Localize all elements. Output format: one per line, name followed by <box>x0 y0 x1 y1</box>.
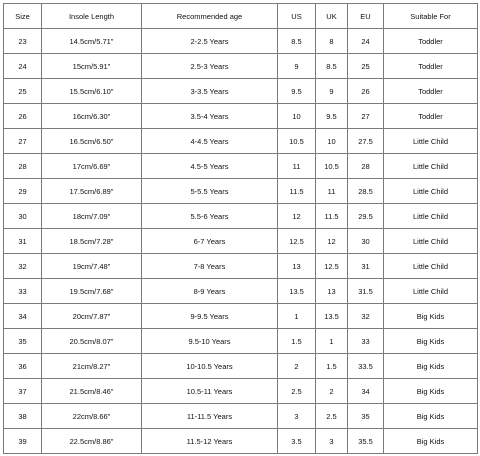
cell-uk: 10 <box>316 129 348 154</box>
cell-insole-length: 18.5cm/7.28" <box>42 229 142 254</box>
cell-recommended-age: 9.5-10 Years <box>142 329 278 354</box>
cell-suitable-for: Big Kids <box>384 429 478 454</box>
cell-eu: 24 <box>348 29 384 54</box>
cell-recommended-age: 4.5-5 Years <box>142 154 278 179</box>
cell-uk: 11.5 <box>316 204 348 229</box>
size-chart-table <box>3 3 478 454</box>
cell-suitable-for: Big Kids <box>384 304 478 329</box>
cell-eu: 33 <box>348 329 384 354</box>
cell-eu: 34 <box>348 379 384 404</box>
cell-uk: 12 <box>316 229 348 254</box>
table-row <box>4 79 478 104</box>
header-suitable-for: Suitable For <box>384 4 478 29</box>
cell-size: 30 <box>4 204 42 229</box>
cell-us: 3 <box>278 404 316 429</box>
cell-size: 35 <box>4 329 42 354</box>
table-row <box>4 254 478 279</box>
cell-suitable-for: Toddler <box>384 29 478 54</box>
cell-insole-length: 19cm/7.48" <box>42 254 142 279</box>
table-body <box>4 29 478 454</box>
cell-recommended-age: 4-4.5 Years <box>142 129 278 154</box>
cell-size: 27 <box>4 129 42 154</box>
cell-us: 1 <box>278 304 316 329</box>
cell-insole-length: 15.5cm/6.10" <box>42 79 142 104</box>
cell-suitable-for: Big Kids <box>384 329 478 354</box>
cell-eu: 28.5 <box>348 179 384 204</box>
cell-size: 29 <box>4 179 42 204</box>
cell-uk: 9 <box>316 79 348 104</box>
table-row <box>4 229 478 254</box>
cell-size: 28 <box>4 154 42 179</box>
table-row <box>4 179 478 204</box>
header-uk: UK <box>316 4 348 29</box>
cell-uk: 2 <box>316 379 348 404</box>
cell-us: 13.5 <box>278 279 316 304</box>
cell-uk: 2.5 <box>316 404 348 429</box>
cell-insole-length: 17cm/6.69" <box>42 154 142 179</box>
cell-us: 8.5 <box>278 29 316 54</box>
cell-insole-length: 16cm/6.30" <box>42 104 142 129</box>
cell-insole-length: 15cm/5.91" <box>42 54 142 79</box>
cell-size: 36 <box>4 354 42 379</box>
cell-suitable-for: Little Child <box>384 179 478 204</box>
cell-uk: 1.5 <box>316 354 348 379</box>
cell-insole-length: 17.5cm/6.89" <box>42 179 142 204</box>
cell-eu: 27 <box>348 104 384 129</box>
table-row <box>4 154 478 179</box>
cell-suitable-for: Little Child <box>384 204 478 229</box>
cell-us: 9 <box>278 54 316 79</box>
cell-uk: 1 <box>316 329 348 354</box>
cell-size: 31 <box>4 229 42 254</box>
cell-eu: 33.5 <box>348 354 384 379</box>
cell-recommended-age: 3-3.5 Years <box>142 79 278 104</box>
cell-eu: 31 <box>348 254 384 279</box>
cell-us: 1.5 <box>278 329 316 354</box>
cell-insole-length: 22cm/8.66" <box>42 404 142 429</box>
cell-eu: 30 <box>348 229 384 254</box>
cell-insole-length: 22.5cm/8.86" <box>42 429 142 454</box>
cell-insole-length: 20cm/7.87" <box>42 304 142 329</box>
cell-insole-length: 20.5cm/8.07" <box>42 329 142 354</box>
header-us: US <box>278 4 316 29</box>
header-row <box>4 4 478 29</box>
cell-suitable-for: Little Child <box>384 154 478 179</box>
cell-suitable-for: Little Child <box>384 254 478 279</box>
cell-us: 12 <box>278 204 316 229</box>
table-row <box>4 279 478 304</box>
cell-size: 38 <box>4 404 42 429</box>
header-insole-length: Insole Length <box>42 4 142 29</box>
cell-insole-length: 16.5cm/6.50" <box>42 129 142 154</box>
cell-us: 13 <box>278 254 316 279</box>
table-row <box>4 379 478 404</box>
table-row <box>4 104 478 129</box>
cell-recommended-age: 11-11.5 Years <box>142 404 278 429</box>
cell-uk: 12.5 <box>316 254 348 279</box>
cell-insole-length: 18cm/7.09" <box>42 204 142 229</box>
cell-us: 10 <box>278 104 316 129</box>
cell-insole-length: 21cm/8.27" <box>42 354 142 379</box>
table-row <box>4 404 478 429</box>
cell-uk: 13 <box>316 279 348 304</box>
cell-size: 39 <box>4 429 42 454</box>
header-eu: EU <box>348 4 384 29</box>
cell-uk: 10.5 <box>316 154 348 179</box>
cell-size: 25 <box>4 79 42 104</box>
cell-recommended-age: 6-7 Years <box>142 229 278 254</box>
cell-suitable-for: Toddler <box>384 104 478 129</box>
cell-us: 3.5 <box>278 429 316 454</box>
cell-size: 33 <box>4 279 42 304</box>
cell-eu: 29.5 <box>348 204 384 229</box>
table-row <box>4 304 478 329</box>
cell-recommended-age: 10-10.5 Years <box>142 354 278 379</box>
cell-suitable-for: Big Kids <box>384 404 478 429</box>
table-row <box>4 354 478 379</box>
cell-insole-length: 21.5cm/8.46" <box>42 379 142 404</box>
table-row <box>4 29 478 54</box>
cell-us: 2.5 <box>278 379 316 404</box>
cell-eu: 25 <box>348 54 384 79</box>
cell-suitable-for: Big Kids <box>384 354 478 379</box>
header-size: Size <box>4 4 42 29</box>
cell-suitable-for: Little Child <box>384 229 478 254</box>
table-row <box>4 429 478 454</box>
cell-eu: 35.5 <box>348 429 384 454</box>
cell-recommended-age: 5.5-6 Years <box>142 204 278 229</box>
table-row <box>4 204 478 229</box>
cell-uk: 13.5 <box>316 304 348 329</box>
table-row <box>4 54 478 79</box>
cell-us: 2 <box>278 354 316 379</box>
table-row <box>4 329 478 354</box>
cell-recommended-age: 10.5-11 Years <box>142 379 278 404</box>
cell-size: 26 <box>4 104 42 129</box>
cell-recommended-age: 8-9 Years <box>142 279 278 304</box>
header-recommended-age: Recommended age <box>142 4 278 29</box>
cell-suitable-for: Toddler <box>384 79 478 104</box>
cell-us: 10.5 <box>278 129 316 154</box>
cell-size: 34 <box>4 304 42 329</box>
cell-size: 23 <box>4 29 42 54</box>
cell-uk: 11 <box>316 179 348 204</box>
cell-recommended-age: 7-8 Years <box>142 254 278 279</box>
cell-eu: 32 <box>348 304 384 329</box>
cell-us: 11 <box>278 154 316 179</box>
cell-size: 32 <box>4 254 42 279</box>
cell-size: 24 <box>4 54 42 79</box>
cell-recommended-age: 3.5-4 Years <box>142 104 278 129</box>
cell-uk: 8.5 <box>316 54 348 79</box>
table-header <box>4 4 478 29</box>
cell-suitable-for: Little Child <box>384 129 478 154</box>
cell-insole-length: 14.5cm/5.71" <box>42 29 142 54</box>
cell-us: 12.5 <box>278 229 316 254</box>
cell-suitable-for: Little Child <box>384 279 478 304</box>
cell-recommended-age: 11.5-12 Years <box>142 429 278 454</box>
cell-recommended-age: 5-5.5 Years <box>142 179 278 204</box>
cell-uk: 3 <box>316 429 348 454</box>
cell-size: 37 <box>4 379 42 404</box>
cell-suitable-for: Toddler <box>384 54 478 79</box>
cell-insole-length: 19.5cm/7.68" <box>42 279 142 304</box>
cell-eu: 35 <box>348 404 384 429</box>
cell-recommended-age: 2-2.5 Years <box>142 29 278 54</box>
cell-eu: 28 <box>348 154 384 179</box>
cell-recommended-age: 2.5-3 Years <box>142 54 278 79</box>
cell-suitable-for: Big Kids <box>384 379 478 404</box>
cell-eu: 27.5 <box>348 129 384 154</box>
cell-uk: 9.5 <box>316 104 348 129</box>
table-row <box>4 129 478 154</box>
cell-us: 9.5 <box>278 79 316 104</box>
cell-eu: 31.5 <box>348 279 384 304</box>
cell-recommended-age: 9-9.5 Years <box>142 304 278 329</box>
cell-us: 11.5 <box>278 179 316 204</box>
cell-eu: 26 <box>348 79 384 104</box>
cell-uk: 8 <box>316 29 348 54</box>
